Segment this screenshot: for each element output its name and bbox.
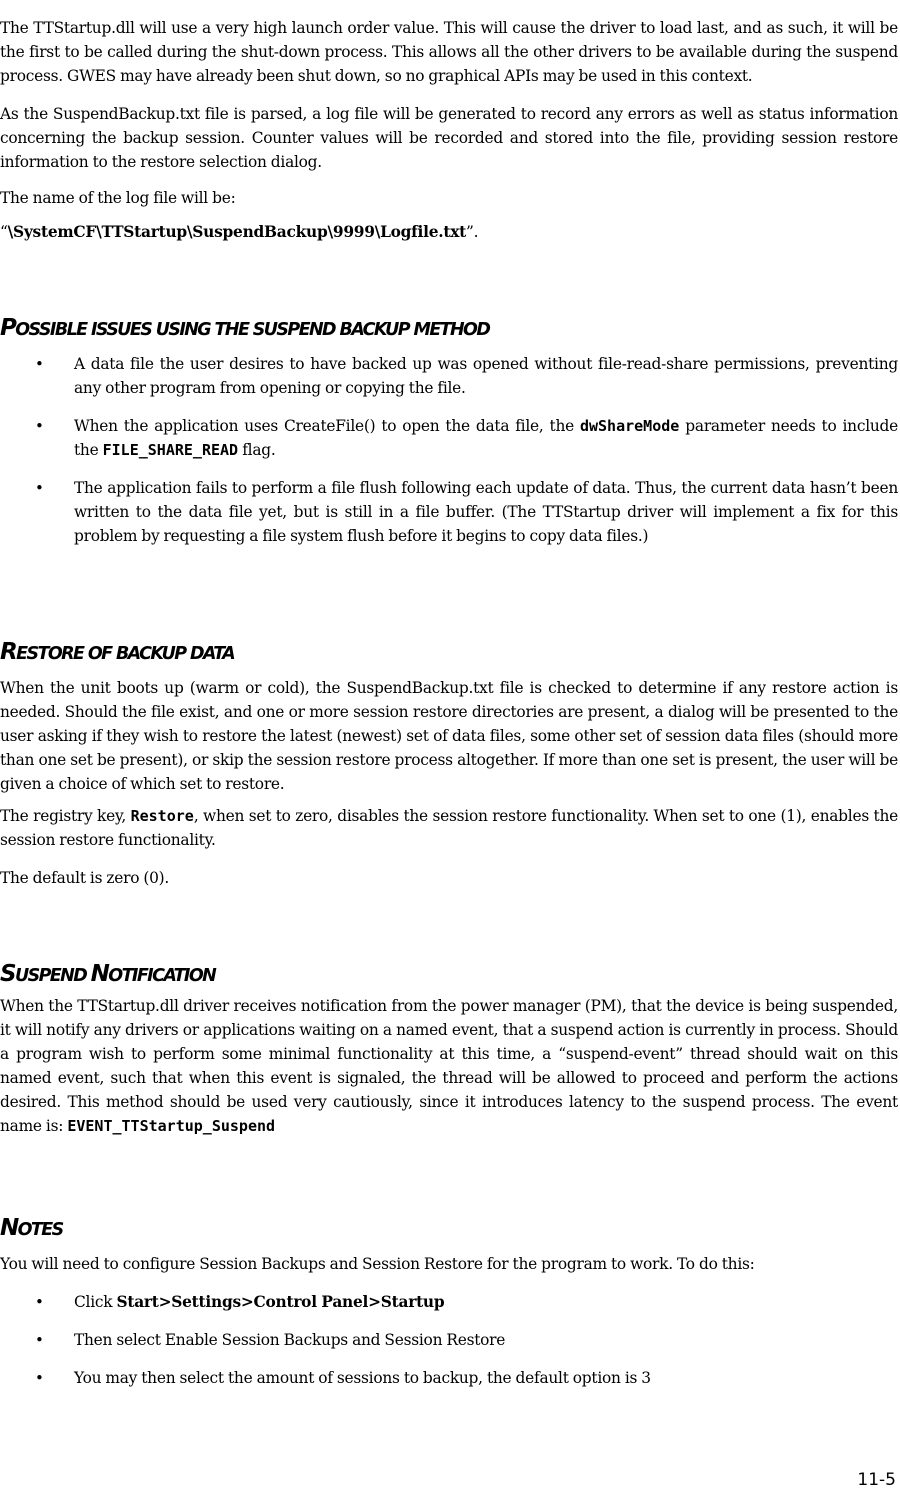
notes-list — [0, 1290, 898, 1390]
page-number: 11-5 — [857, 1470, 896, 1490]
list-item — [0, 1366, 898, 1390]
bullet-icon: • — [35, 1293, 44, 1311]
bullet-icon: • — [35, 1369, 44, 1387]
intro-paragraph-1: The TTStartup.dll will use a very high launch order value. This will cause the driver to load last, and as such, it will be the first to be called during the shut-down process. This allows all the other drivers to be available during the suspend process. GWES may have already been shut down, so no graphical APIs may be used in this context. — [0, 19, 898, 85]
heading-suspend-notification — [0, 962, 215, 988]
heading-restore-backup-data — [0, 640, 234, 666]
code-dwsharemode: dwShareMode — [579, 417, 680, 435]
code-file-share-read: FILE_SHARE_READ — [102, 441, 239, 459]
restore-p2-part-a: The registry key, — [0, 807, 131, 825]
heading-possible-issues — [0, 316, 489, 342]
restore-paragraph-3: The default is zero (0). — [0, 869, 170, 887]
heading-rest: ESTORE OF BACKUP DATA — [16, 644, 235, 664]
log-path-value: \SystemCF\TTStartup\SuspendBackup\9999\Logfile.txt — [7, 223, 467, 241]
issue-2-part-a: When the application uses CreateFile() to open the data file, the — [74, 417, 580, 435]
bullet-icon: • — [35, 479, 44, 497]
bullet-icon: • — [35, 417, 44, 435]
heading-rest: OSSIBLE ISSUES USING THE SUSPEND BACKUP METHOD — [15, 320, 490, 340]
heading-initial: R — [0, 639, 17, 665]
issues-list — [0, 352, 898, 548]
issue-2-part-c: flag. — [238, 441, 276, 459]
heading-rest: USPEND — [14, 966, 91, 986]
list-item — [0, 352, 898, 400]
list-item — [0, 1290, 898, 1314]
note-1-menu-path: Start>Settings>Control Panel>Startup — [116, 1293, 445, 1311]
intro-paragraph-3: The name of the log file will be: — [0, 189, 236, 207]
restore-p2-part-b: , when set to zero, disables the session restore functionality. When set to one (1), enables the session restore functionality. — [0, 807, 898, 849]
heading-rest: OTES — [17, 1220, 63, 1240]
code-restore: Restore — [130, 807, 194, 825]
issue-2-part-b: parameter needs to include the — [74, 417, 898, 459]
restore-paragraph-2 — [0, 804, 898, 852]
restore-paragraph-1: When the unit boots up (warm or cold), the SuspendBackup.txt file is checked to determine if any restore action is needed. Should the file exist, and one or more session restore directories are present, a dialog will be presented to the user asking if they wish to restore the latest (newest) set of data files, some other set of session data files (should more than one set be present), or skip the session restore process altogether. If more than one set is present, the user will be given a choice of which set to restore. — [0, 679, 898, 793]
suspend-text: When the TTStartup.dll driver receives notification from the power manager (PM), that the device is being suspended, it will notify any drivers or applications waiting on a named event, that a suspend action is currently in process. Should a program wish to perform some minimal functionality at this time, a “suspend-event” thread should wait on this named event, such that when this event is signaled, the thread will be allowed to proceed and perform the actions desired. This method should be used very cautiously, since it introduces latency to the suspend process. The event name is: — [0, 997, 898, 1135]
log-path-open-quote: “ — [0, 223, 8, 241]
heading-initial-2: N — [90, 961, 109, 987]
heading-notes — [0, 1216, 63, 1242]
issue-2-text — [74, 414, 898, 462]
heading-rest-2: OTIFICATION — [108, 966, 216, 986]
heading-initial: P — [0, 315, 16, 341]
note-2-text: Then select Enable Session Backups and Session Restore — [74, 1331, 506, 1349]
heading-initial: S — [0, 961, 15, 987]
notes-paragraph: You will need to configure Session Backups and Session Restore for the program to work. To do this: — [0, 1255, 755, 1273]
note-1-part-a: Click — [74, 1293, 117, 1311]
note-1-text — [74, 1290, 898, 1314]
heading-initial: N — [0, 1215, 18, 1241]
issue-1-text: A data file the user desires to have backed up was opened without file-read-share permissions, preventing any other program from opening or copying the file. — [74, 355, 898, 397]
list-item — [0, 414, 898, 462]
list-item — [0, 1328, 898, 1352]
log-path-close-quote: ”. — [466, 223, 479, 241]
note-3-text: You may then select the amount of sessions to backup, the default option is 3 — [74, 1369, 651, 1387]
issue-3-text: The application fails to perform a file flush following each update of data. Thus, the current data hasn’t been written to the data file yet, but is still in a file buffer. (The TTStartup driver will implement a fix for this problem by requesting a file system flush before it begins to copy data files.) — [74, 479, 898, 545]
log-file-path — [0, 220, 898, 244]
intro-paragraph-2: As the SuspendBackup.txt file is parsed, a log file will be generated to record any errors as well as status information concerning the backup session. Counter values will be recorded and stored into the file, providing session restore information to the restore selection dialog. — [0, 105, 898, 171]
bullet-icon: • — [35, 1331, 44, 1349]
suspend-paragraph — [0, 994, 898, 1138]
list-item — [0, 476, 898, 548]
code-event-name: EVENT_TTStartup_Suspend — [67, 1117, 276, 1135]
bullet-icon: • — [35, 355, 44, 373]
